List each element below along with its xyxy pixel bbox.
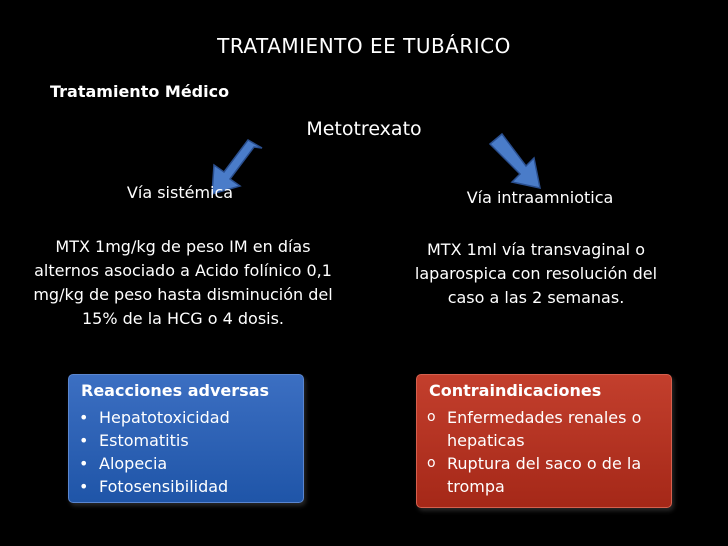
systemic-route-description: MTX 1mg/kg de peso IM en días alternos asociado a Acido folínico 0,1 mg/kg de peso hasta disminución del 15% de la HCG o 4 dosis. bbox=[33, 237, 333, 328]
intraamniotic-route-heading: Vía intraamniotica bbox=[466, 188, 614, 207]
center-label: Metotrexato bbox=[306, 118, 422, 140]
list-item-label: Hepatotoxicidad bbox=[99, 408, 230, 427]
arrow-down-right-icon bbox=[484, 130, 554, 190]
bullet-icon: o bbox=[427, 455, 436, 471]
list-item bbox=[79, 452, 230, 475]
list-item bbox=[427, 452, 663, 498]
list-item-label: Enfermedades renales o hepaticas bbox=[447, 408, 642, 450]
bullet-icon: • bbox=[79, 477, 89, 496]
list-item-label: Ruptura del saco o de la trompa bbox=[447, 454, 642, 496]
systemic-route-heading: Vía sistémica bbox=[126, 183, 234, 202]
bullet-icon: • bbox=[79, 408, 89, 427]
bullet-icon: • bbox=[79, 454, 89, 473]
bullet-icon: o bbox=[427, 409, 436, 425]
adverse-reactions-list bbox=[79, 406, 230, 498]
intraamniotic-route-description: MTX 1ml vía transvaginal o laparospica con resolución del caso a las 2 semanas. bbox=[414, 240, 658, 307]
list-item bbox=[79, 429, 230, 452]
adverse-reactions-box bbox=[68, 374, 304, 503]
bullet-icon: • bbox=[79, 431, 89, 450]
section-subtitle: Tratamiento Médico bbox=[50, 82, 230, 101]
list-item bbox=[79, 475, 230, 498]
list-item bbox=[79, 406, 230, 429]
list-item bbox=[427, 406, 663, 452]
adverse-reactions-title: Reacciones adversas bbox=[81, 381, 270, 400]
list-item-label: Alopecia bbox=[99, 454, 168, 473]
contraindications-title: Contraindicaciones bbox=[429, 381, 602, 400]
list-item-label: Estomatitis bbox=[99, 431, 189, 450]
list-item-label: Fotosensibilidad bbox=[99, 477, 229, 496]
contraindications-box bbox=[416, 374, 672, 508]
contraindications-list bbox=[427, 406, 663, 498]
slide-title: TRATAMIENTO EE TUBÁRICO bbox=[217, 34, 511, 58]
